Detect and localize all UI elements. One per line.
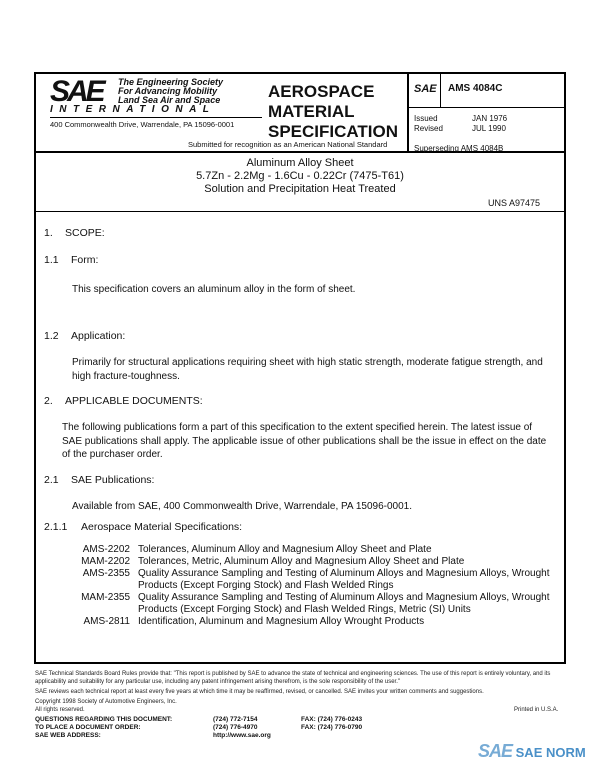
superseding: Superseding AMS 4084B <box>414 144 504 153</box>
rights: All rights reserved. <box>35 707 85 713</box>
uns-number: UNS A97475 <box>488 198 541 208</box>
section-1-2: 1.2 Application: <box>44 330 126 342</box>
sae-small-logo: SAE <box>414 83 437 95</box>
section-2-text: The following publications form a part of this specification to the extent specified herein. The latest issue of SAE publications shall apply. The applicable issue of other publications shall be the issue in effect on the date of the purchaser order. <box>62 422 547 460</box>
submitted-note: Submitted for recognition as an American National Standard <box>188 140 388 149</box>
copyright: Copyright 1998 Society of Automotive Engineers, Inc. <box>35 699 177 705</box>
divider <box>407 74 409 151</box>
sae-norm-watermark: SAE SAE NORM <box>478 741 586 761</box>
section-1-1-text: This specification covers an aluminum alloy in the form of sheet. <box>72 284 356 295</box>
spec-list <box>72 544 552 628</box>
spec-item: AMS-2355 Quality Assurance Sampling and Testing of Aluminum Alloys and Magnesium Alloys, Wrought Products (Except Forging Stock) and Flash Welded Rings <box>82 568 550 591</box>
spec-item: AMS-2811 Identification, Aluminum and Magnesium Alloy Wrought Products <box>83 616 425 627</box>
doc-number: AMS 4084C <box>448 83 503 94</box>
section-2: 2. APPLICABLE DOCUMENTS: <box>44 395 203 407</box>
section-1: 1. SCOPE: <box>44 227 105 239</box>
section-2-1-1: 2.1.1 Aerospace Material Specifications: <box>44 521 243 533</box>
section-2-1: 2.1 SAE Publications: <box>44 474 155 486</box>
divider <box>440 74 441 107</box>
section-1-2-text: Primarily for structural applications requiring sheet with high static strength, moderate fatigue strength, and high fracture-toughness. <box>72 357 543 382</box>
divider <box>50 117 262 118</box>
footer-disclaimer: SAE Technical Standards Board Rules provide that: "This report is published by SAE to advance the state of technical and engineering sciences. The use of this report is entirely voluntary, and its applicability and suitability for any particular use, including any patent infringement arising therefrom, is the sole responsibility of the user." <box>35 671 551 685</box>
dates: Issued JAN 1976 Revised JUL 1990 <box>414 114 508 133</box>
spec-item: MAM-2202 Tolerances, Metric, Aluminum Alloy and Magnesium Alloy Sheet and Plate <box>81 556 465 567</box>
header <box>36 74 564 153</box>
doc-title: Aluminum Alloy Sheet 5.7Zn - 2.2Mg - 1.6Cu - 0.22Cr (7475-T61) Solution and Precipitation Heat Treated <box>196 157 404 195</box>
sae-watermark-logo: SAE <box>478 741 513 761</box>
spec-item: MAM-2355 Quality Assurance Sampling and Testing of Aluminum Alloys and Magnesium Alloys, Wrought Products (Except Forging Stock) and Flash Welded Rings, Metric (SI) Units <box>81 592 550 615</box>
society-text: The Engineering Society For Advancing Mobility Land Sea Air and Space <box>118 77 224 105</box>
printed: Printed in U.S.A. <box>514 707 559 713</box>
section-2-1-text: Available from SAE, 400 Commonwealth Drive, Warrendale, PA 15096-0001. <box>72 501 412 512</box>
divider <box>36 211 564 212</box>
section-1-1: 1.1 Form: <box>44 254 99 266</box>
divider <box>409 107 564 108</box>
doc-type: AEROSPACE MATERIAL SPECIFICATION <box>268 82 399 141</box>
footer-review: SAE reviews each technical report at least every five years at which time it may be reaffirmed, revised, or cancelled. SAE invites your written comments and suggestions. <box>35 689 484 695</box>
sae-logo: SAE <box>50 75 103 108</box>
international-text: INTERNATIONAL <box>50 104 216 115</box>
address: 400 Commonwealth Drive, Warrendale, PA 15096-0001 <box>50 120 235 129</box>
contacts: QUESTIONS REGARDING THIS DOCUMENT: (724) 772-7154 FAX: (724) 776-0243 TO PLACE A DOCUMENT ORDER: (724) 776-4970 FAX: (724) 776-0790 SAE WEB ADDRESS: http://www.sae.org <box>35 716 363 739</box>
spec-item: AMS-2202 Tolerances, Aluminum Alloy and Magnesium Alloy Sheet and Plate <box>82 544 432 555</box>
web-link[interactable]: http://www.sae.org <box>213 732 271 739</box>
